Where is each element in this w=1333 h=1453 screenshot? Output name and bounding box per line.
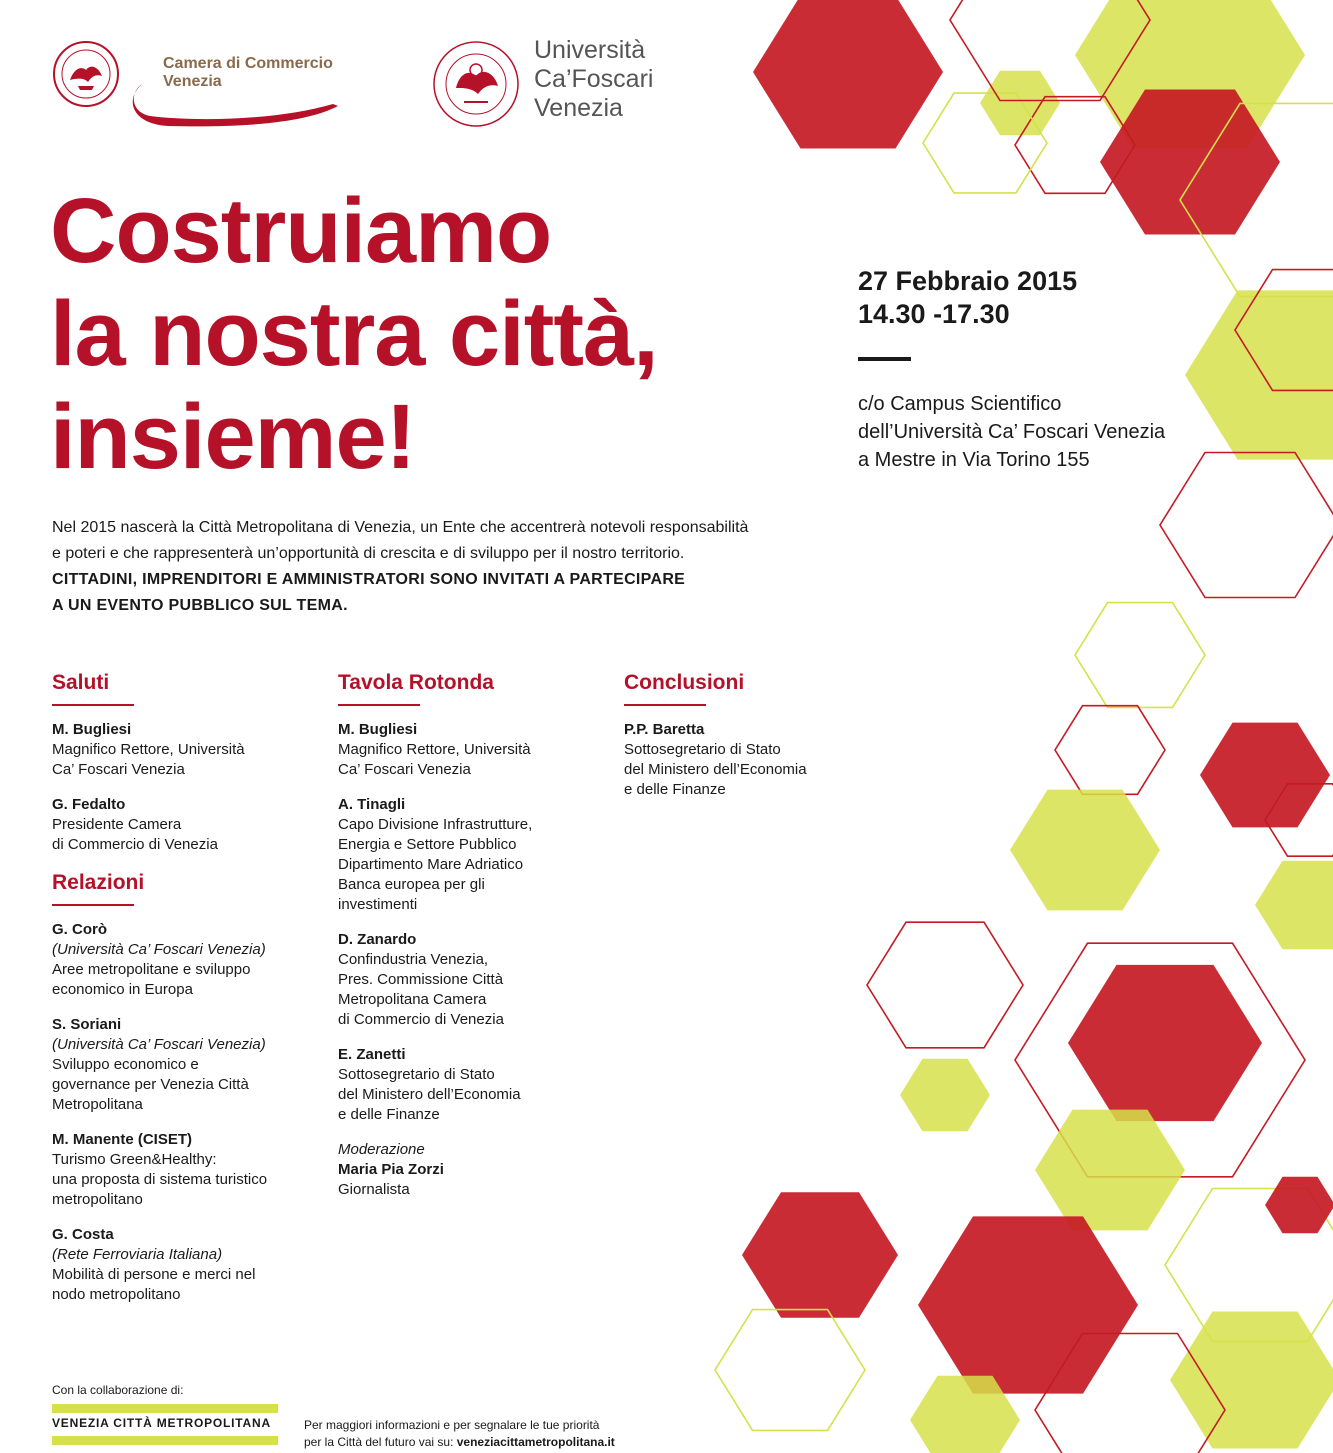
decorative-hexagon — [1075, 603, 1205, 708]
decorative-hexagon — [1200, 723, 1330, 828]
page-title — [50, 180, 850, 489]
divider — [858, 357, 911, 361]
website-link[interactable]: veneziacittametropolitana.it — [456, 1435, 615, 1449]
speaker-name: A. Tinagli — [338, 796, 406, 813]
event-venue — [858, 390, 1208, 474]
speaker-name: G. Fedalto — [52, 796, 126, 813]
section-title-saluti: Saluti — [52, 671, 110, 694]
decorative-hexagon — [918, 1216, 1138, 1393]
title-line-1: Costruiamo — [50, 180, 552, 282]
speaker-affiliation: (Università Ca’ Foscari Venezia) — [52, 941, 266, 958]
section-title-tavola-rotonda: Tavola Rotonda — [338, 671, 494, 694]
programme-column-1 — [52, 670, 322, 1320]
section-rule — [338, 704, 420, 706]
speaker-role: Confindustria Venezia, Pres. Commissione Città Metropolitana Camera di Commercio di Venezia — [338, 951, 504, 1028]
moderator-role: Giornalista — [338, 1181, 410, 1198]
speaker — [52, 1130, 322, 1210]
speaker-role: Sottosegretario di Stato del Ministero dell’Economia e delle Finanze — [624, 741, 807, 798]
footer-note-prefix: per la Città del futuro vai su: — [304, 1435, 457, 1449]
universita-line1: Università — [534, 36, 646, 64]
venue-line-3: a Mestre in Via Torino 155 — [858, 449, 1090, 471]
speaker — [338, 795, 608, 915]
decorative-hexagon — [1170, 1312, 1333, 1449]
speaker — [52, 720, 322, 780]
intro-paragraph — [52, 515, 872, 619]
intro-invitation-line-1: CITTADINI, IMPRENDITORI E AMMINISTRATORI SONO INVITATI A PARTECIPARE — [52, 571, 686, 588]
speaker-name: P.P. Baretta — [624, 721, 705, 738]
collaboration-label: Con la collaborazione di: — [52, 1383, 184, 1397]
programme-column-3 — [624, 670, 894, 815]
decorative-hexagon — [1255, 861, 1333, 950]
camera-commercio-gondola-icon — [128, 82, 340, 128]
intro-invitation-line-2: A UN EVENTO PUBBLICO SUL TEMA. — [52, 597, 348, 614]
decorative-hexagon — [1010, 790, 1160, 911]
speaker-affiliation: (Rete Ferroviaria Italiana) — [52, 1246, 223, 1263]
decorative-hexagon — [715, 1310, 865, 1431]
decorative-hexagon — [753, 0, 943, 149]
intro-line-1: Nel 2015 nascerà la Città Metropolitana di Venezia, un Ente che accentrerà notevoli responsabilità — [52, 519, 749, 536]
footer-note-line-2 — [304, 1434, 615, 1451]
partner-bar-top — [52, 1404, 278, 1413]
speaker-name: M. Manente (CISET) — [52, 1131, 193, 1148]
universita-name — [534, 36, 653, 123]
universita-line3: Venezia — [534, 94, 623, 122]
moderator — [338, 1140, 608, 1200]
section-rule — [624, 704, 706, 706]
section-rule — [52, 704, 134, 706]
decorative-hexagon — [742, 1192, 898, 1318]
footer-note — [304, 1417, 615, 1451]
speaker-role: Sviluppo economico e governance per Venezia Città Metropolitana — [52, 1056, 249, 1113]
venue-line-2: dell’Università Ca’ Foscari Venezia — [858, 421, 1166, 443]
speaker-role: Sottosegretario di Stato del Ministero dell’Economia e delle Finanze — [338, 1066, 521, 1123]
camera-commercio-seal-logo — [52, 40, 120, 108]
speaker-role: Mobilità di persone e merci nel nodo metropolitano — [52, 1266, 256, 1303]
speaker-role: Presidente Camera di Commercio di Venezia — [52, 816, 218, 853]
speaker — [624, 720, 894, 800]
speaker-role: Aree metropolitane e sviluppo economico in Europa — [52, 961, 251, 998]
speaker-name: M. Bugliesi — [338, 721, 418, 738]
event-date: 27 Febbraio 2015 — [858, 266, 1078, 296]
footer-note-line-1: Per maggiori informazioni e per segnalare le tue priorità — [304, 1418, 600, 1432]
decorative-hexagon — [1068, 965, 1262, 1121]
speaker-name: M. Bugliesi — [52, 721, 132, 738]
speaker-role: Capo Divisione Infrastrutture, Energia e Settore Pubblico Dipartimento Mare Adriatico Banca europea per gli investimenti — [338, 816, 533, 913]
decorative-hexagon — [1055, 706, 1165, 795]
section-title-conclusioni: Conclusioni — [624, 671, 745, 694]
speaker-role: Turismo Green&Healthy: una proposta di sistema turistico metropolitano — [52, 1151, 268, 1208]
universita-line2: Ca’Foscari — [534, 65, 654, 93]
speaker-name: G. Corò — [52, 921, 107, 938]
decorative-hexagon — [900, 1059, 990, 1131]
moderation-label: Moderazione — [338, 1141, 425, 1158]
title-line-3: insieme! — [50, 386, 416, 488]
speaker — [338, 720, 608, 780]
speaker-name: D. Zanardo — [338, 931, 417, 948]
intro-line-2: e poteri e che rappresenterà un’opportunità di crescita e di sviluppo per il nostro territorio. — [52, 545, 685, 562]
decorative-hexagon — [980, 71, 1060, 135]
partner-bar-bottom — [52, 1436, 278, 1445]
programme-column-2 — [338, 670, 608, 1215]
event-datetime — [858, 265, 1077, 331]
section-rule — [52, 904, 134, 906]
event-time: 14.30 -17.30 — [858, 299, 1010, 329]
decorative-hexagon — [1160, 453, 1333, 598]
partner-logo: VENEZIA CITTÀ METROPOLITANA — [52, 1416, 271, 1430]
speaker — [338, 1045, 608, 1125]
speaker — [338, 930, 608, 1030]
title-line-2: la nostra città, — [50, 283, 658, 385]
speaker-role: Magnifico Rettore, Università Ca’ Foscari Venezia — [52, 741, 245, 778]
moderator-name: Maria Pia Zorzi — [338, 1161, 444, 1178]
speaker-role: Magnifico Rettore, Università Ca’ Foscari Venezia — [338, 741, 531, 778]
venue-line-1: c/o Campus Scientifico — [858, 393, 1062, 415]
speaker — [52, 1225, 322, 1305]
universita-seal-logo — [432, 40, 520, 128]
speaker — [52, 920, 322, 1000]
camera-commercio-line1: Camera di Commercio — [163, 55, 333, 72]
speaker-name: G. Costa — [52, 1226, 114, 1243]
speaker-name: S. Soriani — [52, 1016, 122, 1033]
camera-commercio-line2: Venezia — [163, 73, 222, 90]
speaker — [52, 795, 322, 855]
section-title-relazioni: Relazioni — [52, 871, 145, 894]
speaker-name: E. Zanetti — [338, 1046, 406, 1063]
speaker-affiliation: (Università Ca’ Foscari Venezia) — [52, 1036, 266, 1053]
speaker — [52, 1015, 322, 1115]
decorative-hexagon — [1265, 1177, 1333, 1233]
decorative-hexagon — [867, 922, 1023, 1048]
